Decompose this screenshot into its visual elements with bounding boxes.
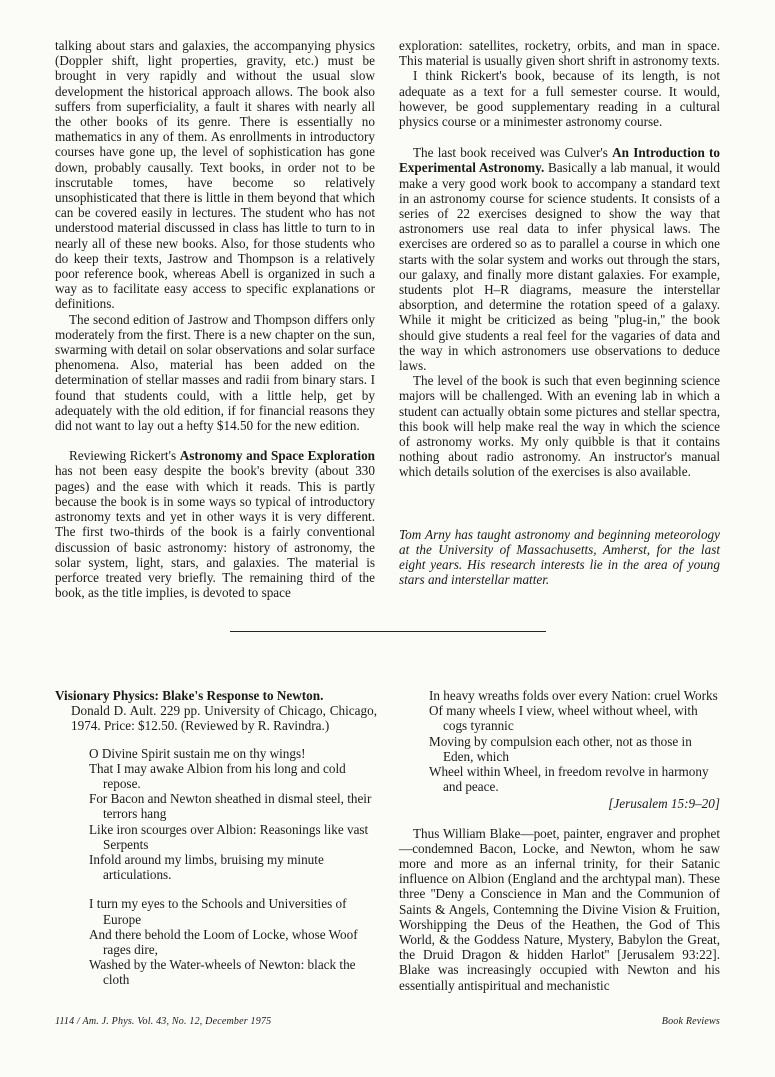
footer-citation: 1114 / Am. J. Phys. Vol. 43, No. 12, December 1975	[55, 1016, 272, 1027]
blake-verse-a	[55, 746, 377, 883]
footer-section: Book Reviews	[661, 1016, 720, 1027]
verse-line: O Divine Spirit sustain me on thy wings!	[89, 745, 306, 761]
verse-line: In heavy wreaths folds over every Nation: cruel Works	[429, 688, 718, 703]
verse-line: Moving by compulsion each other, not as those in Eden, which	[429, 733, 692, 764]
verse-line: Infold around my limbs, bruising my minute articulations.	[89, 852, 324, 883]
left-column-bottom	[55, 688, 377, 988]
book-title: Astronomy and Space Exploration	[179, 448, 375, 464]
verse-line: Wheel within Wheel, in freedom revolve in harmony and peace.	[429, 764, 709, 795]
paragraph: Reviewing Rickert's Astronomy and Space Exploration has not been easy despite the book's brevity (about 330 pages) and the ease with which it reads. This is partly because the book is in some ways so typical of introductory astronomy texts and yet in other ways it is very different. The first two-thirds of the book is a fairly conventional discussion of basic astronomy: history of astronomy, the solar system, light, stars, and galaxies. The material is perforce treated very briefly. The remaining third of the book, as the title implies, is devoted to space	[55, 448, 375, 601]
paragraph: Thus William Blake—poet, painter, engraver and prophet—condemned Bacon, Locke, and Newton, whom he saw more and more as an infernal trinity, for their Satanic influence on Albion (England and the archtypal man). These three ''Deny a Conscience in Man and the Communion of Saints & Angels, Contemning the Divine Vision & Fruition, Worshipping the Deus of the Heathen, the God of This World, & the Goddess Nature, Mystery, Babylon the Great, the Druid Dragon & hidden Harlot'' [Jerusalem 93:22]. Blake was increasingly occupied with Newton and his essentially antispiritual and mechanistic	[399, 825, 720, 993]
verse-line: That I may awake Albion from his long and cold repose.	[89, 760, 346, 792]
paragraph: exploration: satellites, rocketry, orbits, and man in space. This material is usually given short shrift in astronomy texts.	[399, 38, 720, 69]
author-bio: Tom Arny has taught astronomy and beginning meteorology at the University of Massachusetts, Amherst, for the last eight years. His research interests lie in the area of young stars and interstellar matter.	[399, 526, 720, 588]
paragraph: The level of the book is such that even beginning science majors will be challenged. With an evening lab in which a student can actually obtain some pictures and stellar spectra, this book will help make real the way in which the science of astronomy works. My only quibble is that it contains nothing about radio astronomy. An instructor's manual which details solution of the exercises is also available.	[399, 373, 720, 480]
verse-line: Of many wheels I view, wheel without wheel, with cogs tyrannic	[429, 703, 698, 734]
book-title: An Introduction to Experimental Astronomy.	[399, 145, 720, 176]
review-title: Visionary Physics: Blake's Response to Newton.	[55, 688, 324, 703]
left-column-top	[55, 38, 375, 600]
review-details: Donald D. Ault. 229 pp. University of Chicago, Chicago, 1974. Price: $12.50. (Reviewed by R. Ravindra.)	[71, 703, 377, 734]
right-column-bottom	[399, 688, 720, 993]
verse-line: Like iron scourges over Albion: Reasonings like vast Serpents	[89, 821, 369, 852]
paragraph: talking about stars and galaxies, the accompanying physics (Doppler shift, light properties, gravity, etc.) must be brought in very rapidly and without the usual slow development the historical approach allows. The book also suffers from superficiality, a fault it shares with nearly all the other books of its genre. There is essentially no mathematics in any of them. As enrollments in introductory courses have gone up, the level of sophistication has gone down, probably causally. Text books, in order not to be inscrutable tomes, have become so relatively unsophisticated that there is little in them beyond that which can be covered easily in lectures. The student who has not understood material discussed in class has little to turn to in nearly all of these new books. Also, for those students who do keep their texts, Jastrow and Thompson is a relatively poor reference book, whereas Abell is organized in such a way as to facilitate easy access to specific explanations or definitions.	[55, 38, 375, 312]
blake-verse-b	[55, 896, 377, 987]
verse-citation: [Jerusalem 15:9–20]	[608, 796, 720, 812]
verse-line: And there behold the Loom of Locke, whose Woof rages dire,	[89, 926, 358, 958]
paragraph: I think Rickert's book, because of its length, is not adequate as a text for a full semester course. It would, however, be good supplementary reading in a cultural physics course or a minimester astronomy course.	[399, 68, 720, 130]
paragraph: The second edition of Jastrow and Thompson differs only moderately from the first. There is a new chapter on the sun, swarming with detail on solar observations and solar surface phenomena. Also, material has been added on the determination of stellar masses and radii from binary stars. I found that students could, with a little help, get by adequately with the old edition, if for financial reasons they did not want to lay out a hefty $14.50 for the new edition.	[55, 311, 375, 434]
verse-line: Washed by the Water-wheels of Newton: black the cloth	[89, 957, 356, 988]
blake-verse-c	[399, 688, 720, 794]
right-column-top	[399, 38, 720, 588]
verse-line: For Bacon and Newton sheathed in dismal steel, their terrors hang	[89, 791, 372, 822]
paragraph: The last book received was Culver's An Introduction to Experimental Astronomy. Basically a lab manual, it would make a very good work book to accompany a standard text in an astronomy course for science students. It consists of a series of 22 exercises designed to show the way that astronomers use real data to infer physical laws. The exercises are ordered so as to parallel a course in which one starts with the solar system and works out through the stars, our galaxy, and finally more distant galaxies. For example, students plot H–R diagrams, measure the interstellar absorption, and determine the rotation speed of a galaxy. While it might be criticized as being ''plug-in,'' the book should give students a real feel for the vagaries of data and the way in which astronomers use observations to deduce laws.	[399, 145, 720, 374]
verse-line: I turn my eyes to the Schools and Universities of Europe	[89, 896, 347, 927]
section-divider	[230, 631, 546, 632]
